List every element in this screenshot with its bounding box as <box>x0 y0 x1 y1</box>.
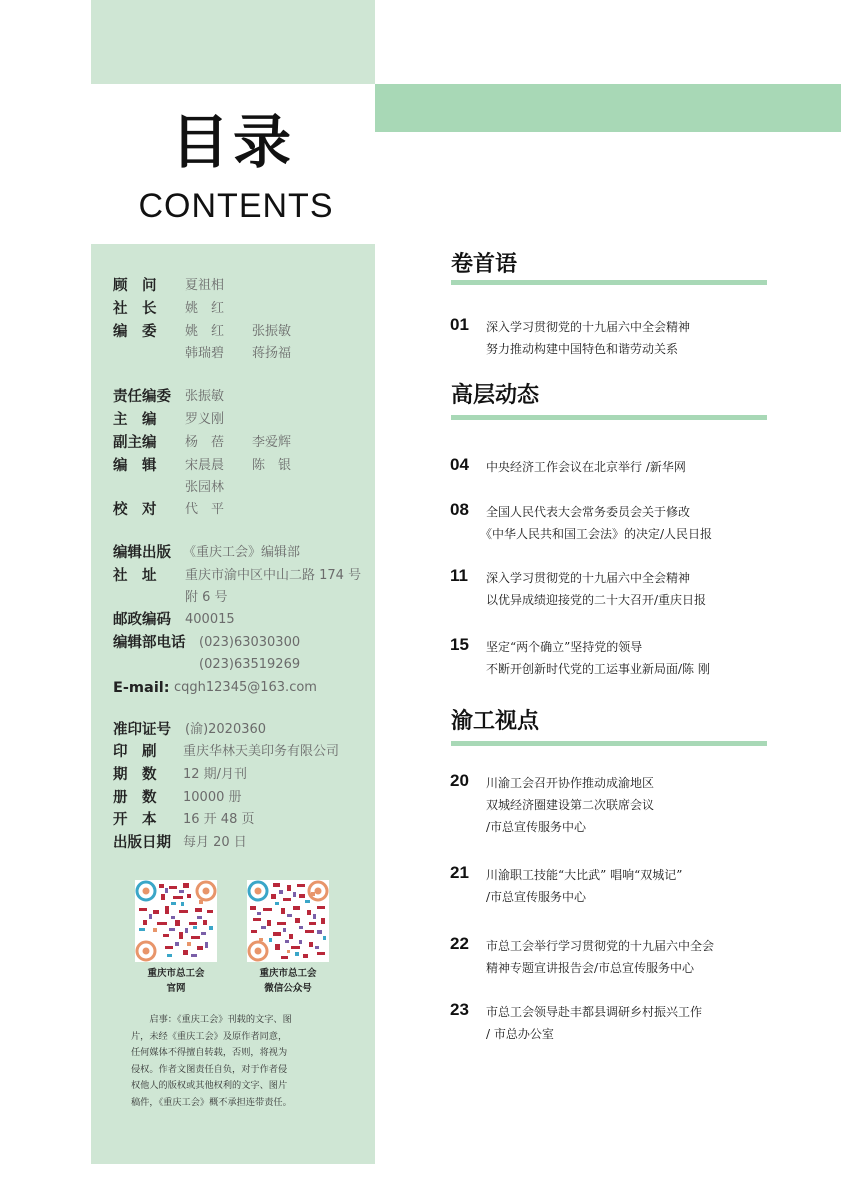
toc-line: /市总宣传服务中心 <box>486 820 587 834</box>
toc-line: 中央经济工作会议在北京举行 /新华网 <box>486 460 686 474</box>
toc-page-number: 08 <box>450 500 469 519</box>
section-divider <box>451 415 767 420</box>
masthead-label: 开 本 <box>113 812 157 828</box>
masthead-label: E-mail: <box>113 680 170 696</box>
masthead-value: 《重庆工会》编辑部 <box>183 545 301 560</box>
masthead-value: 12 期/月刊 <box>183 767 248 782</box>
masthead-label: 邮政编码 <box>113 612 171 628</box>
masthead-label: 顾 问 <box>113 278 157 294</box>
toc-line: 川渝工会召开协作推动成渝地区 <box>486 776 655 790</box>
masthead-row-pub-date <box>113 834 247 852</box>
masthead-value: 陈 银 <box>252 458 292 473</box>
masthead-row-responsible-editor <box>113 388 225 406</box>
toc-line: 坚定“两个确立”坚持党的领导 <box>486 640 643 654</box>
notice-line: 权他人的版权或其他权利的文字、图片 <box>131 1080 288 1091</box>
masthead-label: 编 委 <box>113 324 157 340</box>
toc-page-number: 20 <box>450 771 469 790</box>
section-divider <box>451 741 767 746</box>
masthead-value: 杨 蓓 <box>185 435 225 450</box>
masthead-value: cqgh12345@163.com <box>174 680 317 695</box>
masthead-label: 期 数 <box>113 767 157 783</box>
toc-entry-title <box>486 456 806 478</box>
masthead-row-printer <box>113 743 340 761</box>
masthead-row-postcode <box>113 611 235 629</box>
masthead-value: 10000 册 <box>183 790 242 805</box>
notice-line: 稿件，《重庆工会》概不承担连带责任。 <box>131 1096 292 1108</box>
top-green-block <box>91 0 375 84</box>
toc-line: 市总工会举行学习贯彻党的十九届六中全会 <box>486 939 715 953</box>
masthead-value: 姚 红 <box>185 324 225 339</box>
masthead-label: 出版日期 <box>113 835 171 851</box>
masthead-label: 编辑部电话 <box>113 635 186 651</box>
section-title-preface: 卷首语 <box>451 252 518 277</box>
masthead-row-proofreader <box>113 501 225 519</box>
masthead-row-president <box>113 300 225 318</box>
toc-line: 以优异成绩迎接党的二十大召开/重庆日报 <box>486 593 707 607</box>
toc-line: 精神专题宣讲报告会/市总宣传服务中心 <box>486 961 695 975</box>
masthead-value: 李爱辉 <box>252 435 292 450</box>
masthead-value: 姚 红 <box>185 301 225 316</box>
masthead-row-email <box>113 679 317 697</box>
masthead-value: 张振敏 <box>185 389 225 404</box>
qr-code-wechat <box>247 880 329 962</box>
masthead-value: 宋晨晨 <box>185 458 225 473</box>
masthead-value: 每月 20 日 <box>183 835 247 850</box>
masthead-label: 副主编 <box>113 435 157 451</box>
masthead-value: 夏祖相 <box>185 278 225 293</box>
page-title-en: CONTENTS <box>138 187 334 225</box>
page-title-cn: 目录 <box>170 108 295 176</box>
masthead-value: 张园林 <box>185 480 225 495</box>
qr-caption-line: 重庆市总工会 <box>259 968 317 979</box>
toc-page-number: 01 <box>450 315 469 334</box>
masthead-row-editors <box>113 457 292 475</box>
masthead-row-editorial-board <box>113 323 292 341</box>
toc-page-number: 11 <box>450 566 468 585</box>
masthead-label: 社 长 <box>113 301 157 317</box>
masthead-label: 社 址 <box>113 568 157 584</box>
toc-line: 川渝职工技能“大比武” 唱响“双城记” <box>486 868 683 882</box>
masthead-row-publisher <box>113 544 301 562</box>
notice-line: 侵权。作者文图责任自负，对于作者侵 <box>131 1063 288 1075</box>
masthead-value: 韩瑞碧 <box>185 346 225 361</box>
masthead-label: 册 数 <box>113 790 157 806</box>
masthead-value: 重庆华林天美印务有限公司 <box>183 744 340 759</box>
toc-line: /市总宣传服务中心 <box>486 890 587 904</box>
masthead-value: (023)63519269 <box>199 657 301 672</box>
masthead-label: 编辑出版 <box>113 545 171 561</box>
toc-line: 深入学习贯彻党的十九届六中全会精神 <box>486 320 691 334</box>
copyright-notice <box>131 1012 339 1111</box>
notice-line: 任何媒体不得擅自转载，否则，将视为 <box>131 1047 288 1058</box>
toc-page-number: 22 <box>450 934 469 953</box>
toc-page-number: 23 <box>450 1000 469 1019</box>
masthead-row-issues <box>113 766 248 784</box>
section-title-chongqing-views: 渝工视点 <box>451 709 540 734</box>
toc-entry-title <box>480 501 806 545</box>
masthead-row-address <box>113 567 362 585</box>
masthead-label: 责任编委 <box>113 389 171 405</box>
masthead-value: (渝)2020360 <box>185 722 267 737</box>
masthead-row-permit <box>113 721 267 739</box>
masthead-label: 编 辑 <box>113 458 157 474</box>
qr-code-website <box>135 880 217 962</box>
toc-entry-title <box>486 316 806 360</box>
toc-page-number: 15 <box>450 635 469 654</box>
masthead-row-chief-editor <box>113 411 225 429</box>
masthead-value: 附 6 号 <box>185 590 228 605</box>
toc-line: 《中华人民共和国工会法》的决定/人民日报 <box>480 527 713 541</box>
masthead-value: 张振敏 <box>252 324 292 339</box>
toc-line: / 市总办公室 <box>486 1027 554 1041</box>
qr-caption-line: 重庆市总工会 <box>147 968 205 979</box>
toc-line: 深入学习贯彻党的十九届六中全会精神 <box>486 571 691 585</box>
masthead-label: 准印证号 <box>113 722 171 738</box>
masthead-value: 蒋扬福 <box>252 346 292 361</box>
masthead-row-advisor <box>113 277 225 295</box>
toc-entry-title <box>486 772 806 838</box>
masthead-row-format <box>113 811 255 829</box>
masthead-value: 重庆市渝中区中山二路 174 号 <box>185 568 362 583</box>
masthead-label: 印 刷 <box>113 744 157 760</box>
notice-line: 启事：《重庆工会》刊载的文字、图 <box>149 1014 292 1025</box>
qr-code-icon <box>135 880 217 962</box>
masthead-label: 校 对 <box>113 502 157 518</box>
toc-entry-title <box>486 636 806 680</box>
qr-caption-website <box>121 966 231 996</box>
masthead-value: (023)63030300 <box>199 635 301 650</box>
section-divider <box>451 280 767 285</box>
toc-entry-title <box>486 567 806 611</box>
toc-entry-title <box>486 935 806 979</box>
masthead-row-deputy-editor <box>113 434 292 452</box>
section-title-high-level: 高层动态 <box>451 383 540 408</box>
qr-caption-line: 微信公众号 <box>264 983 312 994</box>
masthead-value: 400015 <box>185 612 235 627</box>
toc-line: 努力推动构建中国特色和谐劳动关系 <box>486 342 679 356</box>
masthead-row-phone <box>113 634 301 652</box>
toc-line: 双城经济圈建设第二次联席会议 <box>486 798 655 812</box>
qr-code-icon <box>247 880 329 962</box>
qr-caption-wechat <box>233 966 343 996</box>
masthead-value: 罗义刚 <box>185 412 225 427</box>
qr-caption-line: 官网 <box>166 983 186 994</box>
toc-line: 全国人民代表大会常务委员会关于修改 <box>486 505 691 519</box>
masthead-label: 主 编 <box>113 412 157 428</box>
toc-line: 市总工会领导赴丰都县调研乡村振兴工作 <box>486 1005 703 1019</box>
notice-line: 片，未经《重庆工会》及原作者同意， <box>131 1030 288 1042</box>
toc-page-number: 04 <box>450 455 469 474</box>
toc-entry-title <box>486 1001 806 1045</box>
masthead-row-copies <box>113 789 242 807</box>
masthead-value: 代 平 <box>185 502 225 517</box>
toc-line: 不断开创新时代党的工运事业新局面/陈 刚 <box>486 662 710 676</box>
toc-page-number: 21 <box>450 863 469 882</box>
header-green-band <box>375 84 841 132</box>
toc-entry-title <box>486 864 806 908</box>
masthead-value: 16 开 48 页 <box>183 812 255 827</box>
